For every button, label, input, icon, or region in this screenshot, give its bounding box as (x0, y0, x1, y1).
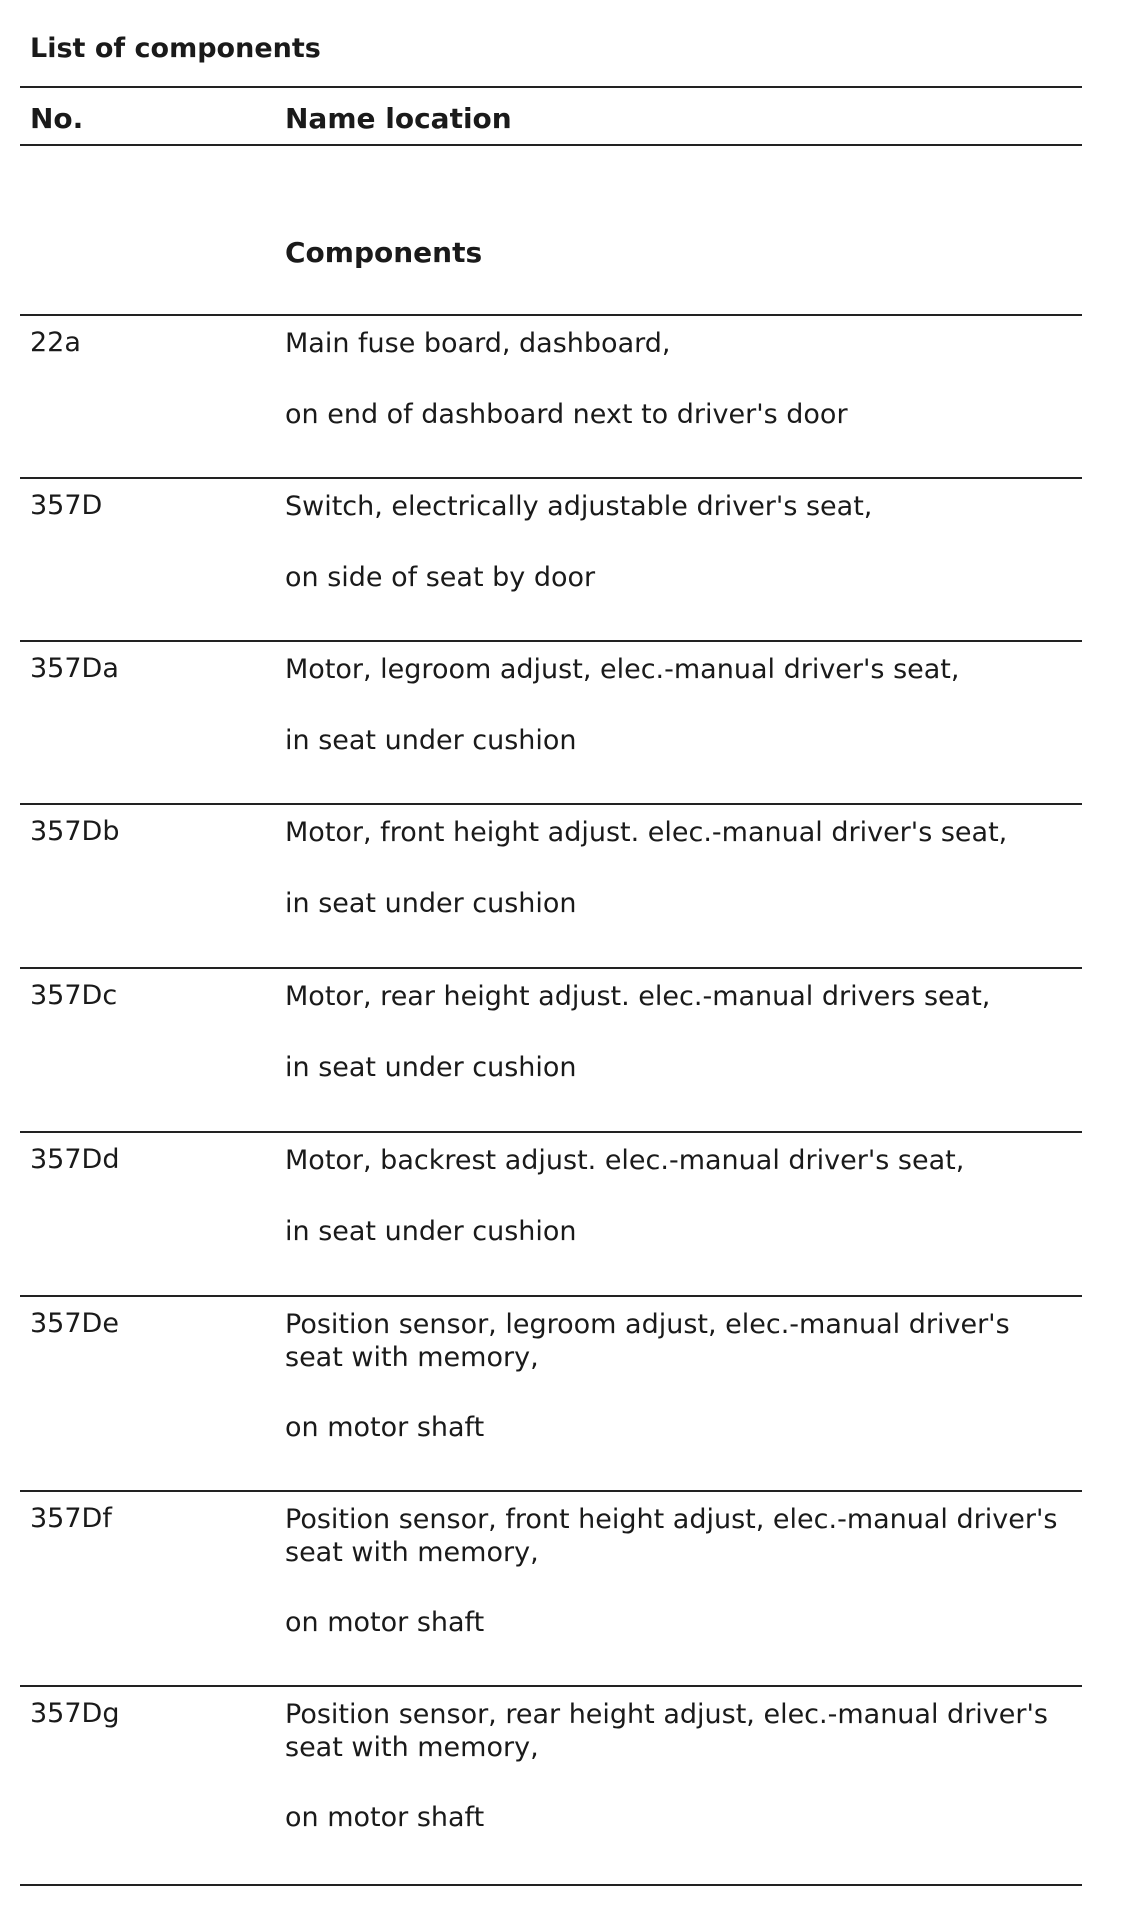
column-header-no: No. (30, 102, 84, 135)
row-component-name: Switch, electrically adjustable driver's seat, (285, 491, 873, 522)
table-bottom-rule (20, 1884, 1082, 1886)
row-component-name: Motor, legroom adjust, elec.-manual driver's seat, (285, 654, 960, 685)
row-divider (20, 314, 1082, 316)
header-bottom-rule (20, 144, 1082, 146)
row-divider (20, 1131, 1082, 1133)
row-component-name: Motor, front height adjust. elec.-manual driver's seat, (285, 817, 1008, 848)
row-location: on motor shaft (285, 1802, 485, 1833)
row-number: 357Da (30, 653, 119, 684)
row-number: 357Dc (30, 980, 118, 1011)
header-top-rule (20, 86, 1082, 88)
row-divider (20, 1685, 1082, 1687)
row-divider (20, 477, 1082, 479)
row-number: 357Dd (30, 1144, 120, 1175)
row-component-name: Position sensor, legroom adjust, elec.-manual driver's seat with memory, (285, 1309, 1010, 1373)
row-number: 357Df (30, 1503, 112, 1534)
row-location: on end of dashboard next to driver's door (285, 399, 848, 430)
row-divider (20, 803, 1082, 805)
row-location: on motor shaft (285, 1412, 485, 1443)
row-component-name: Position sensor, front height adjust, elec.-manual driver's seat with memory, (285, 1504, 1058, 1568)
row-component-name: Motor, backrest adjust. elec.-manual driver's seat, (285, 1145, 965, 1176)
row-location: on motor shaft (285, 1607, 485, 1638)
row-number: 357De (30, 1308, 119, 1339)
row-location: on side of seat by door (285, 562, 596, 593)
row-number: 357Dg (30, 1698, 120, 1729)
document-title: List of components (30, 33, 321, 64)
row-location: in seat under cushion (285, 725, 577, 756)
row-location: in seat under cushion (285, 888, 577, 919)
row-divider (20, 1490, 1082, 1492)
row-divider (20, 640, 1082, 642)
row-component-name: Main fuse board, dashboard, (285, 328, 671, 359)
row-divider (20, 967, 1082, 969)
row-number: 357D (30, 490, 103, 521)
section-heading: Components (285, 236, 483, 269)
row-location: in seat under cushion (285, 1216, 577, 1247)
row-number: 22a (30, 327, 81, 358)
row-component-name: Position sensor, rear height adjust, elec.-manual driver's seat with memory, (285, 1699, 1048, 1763)
row-location: in seat under cushion (285, 1052, 577, 1083)
row-number: 357Db (30, 816, 120, 847)
row-divider (20, 1295, 1082, 1297)
column-header-name-location: Name location (285, 102, 512, 135)
row-component-name: Motor, rear height adjust. elec.-manual drivers seat, (285, 981, 991, 1012)
